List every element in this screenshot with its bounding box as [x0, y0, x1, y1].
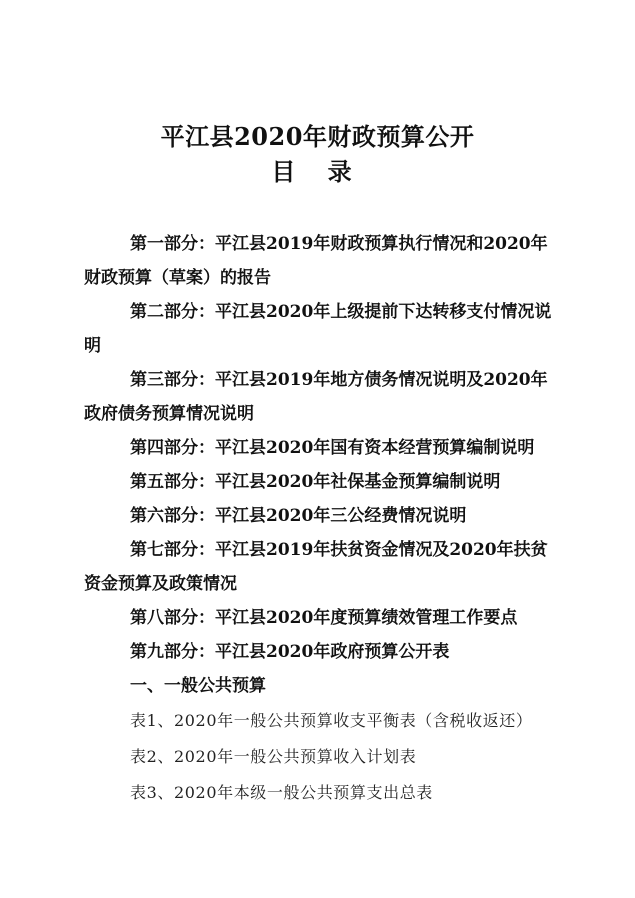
- toc-item-part-4: 第四部分：平江县2020年国有资本经营预算编制说明: [130, 438, 535, 458]
- toc-item-part-1: 第一部分：平江县2019年财政预算执行情况和2020年财政预算（草案）的报告: [84, 234, 548, 288]
- table-entry-1: 表1、2020年一般公共预算收支平衡表（含税收返还）: [130, 711, 533, 730]
- toc-item-part-8: 第八部分：平江县2020年度预算绩效管理工作要点: [130, 608, 518, 628]
- table-entry-3: 表3、2020年本级一般公共预算支出总表: [130, 783, 433, 802]
- toc-item-part-7: 第七部分：平江县2019年扶贫资金情况及2020年扶贫资金预算及政策情况: [84, 540, 548, 594]
- toc-item-part-6: 第六部分：平江县2020年三公经费情况说明: [130, 506, 467, 526]
- table-of-contents: [84, 227, 564, 811]
- section-heading-general-budget: 一、一般公共预算: [130, 676, 266, 696]
- toc-item-part-9: 第九部分：平江县2020年政府预算公开表: [130, 642, 450, 662]
- toc-item-part-3: 第三部分：平江县2019年地方债务情况说明及2020年政府债务预算情况说明: [84, 370, 548, 424]
- toc-item-part-5: 第五部分：平江县2020年社保基金预算编制说明: [130, 472, 501, 492]
- toc-item-part-2: 第二部分：平江县2020年上级提前下达转移支付情况说明: [84, 302, 552, 356]
- table-entry-2: 表2、2020年一般公共预算收入计划表: [130, 747, 417, 766]
- document-title: 平江县2020年财政预算公开: [160, 122, 475, 151]
- table-of-contents-heading: 目 录: [271, 157, 364, 186]
